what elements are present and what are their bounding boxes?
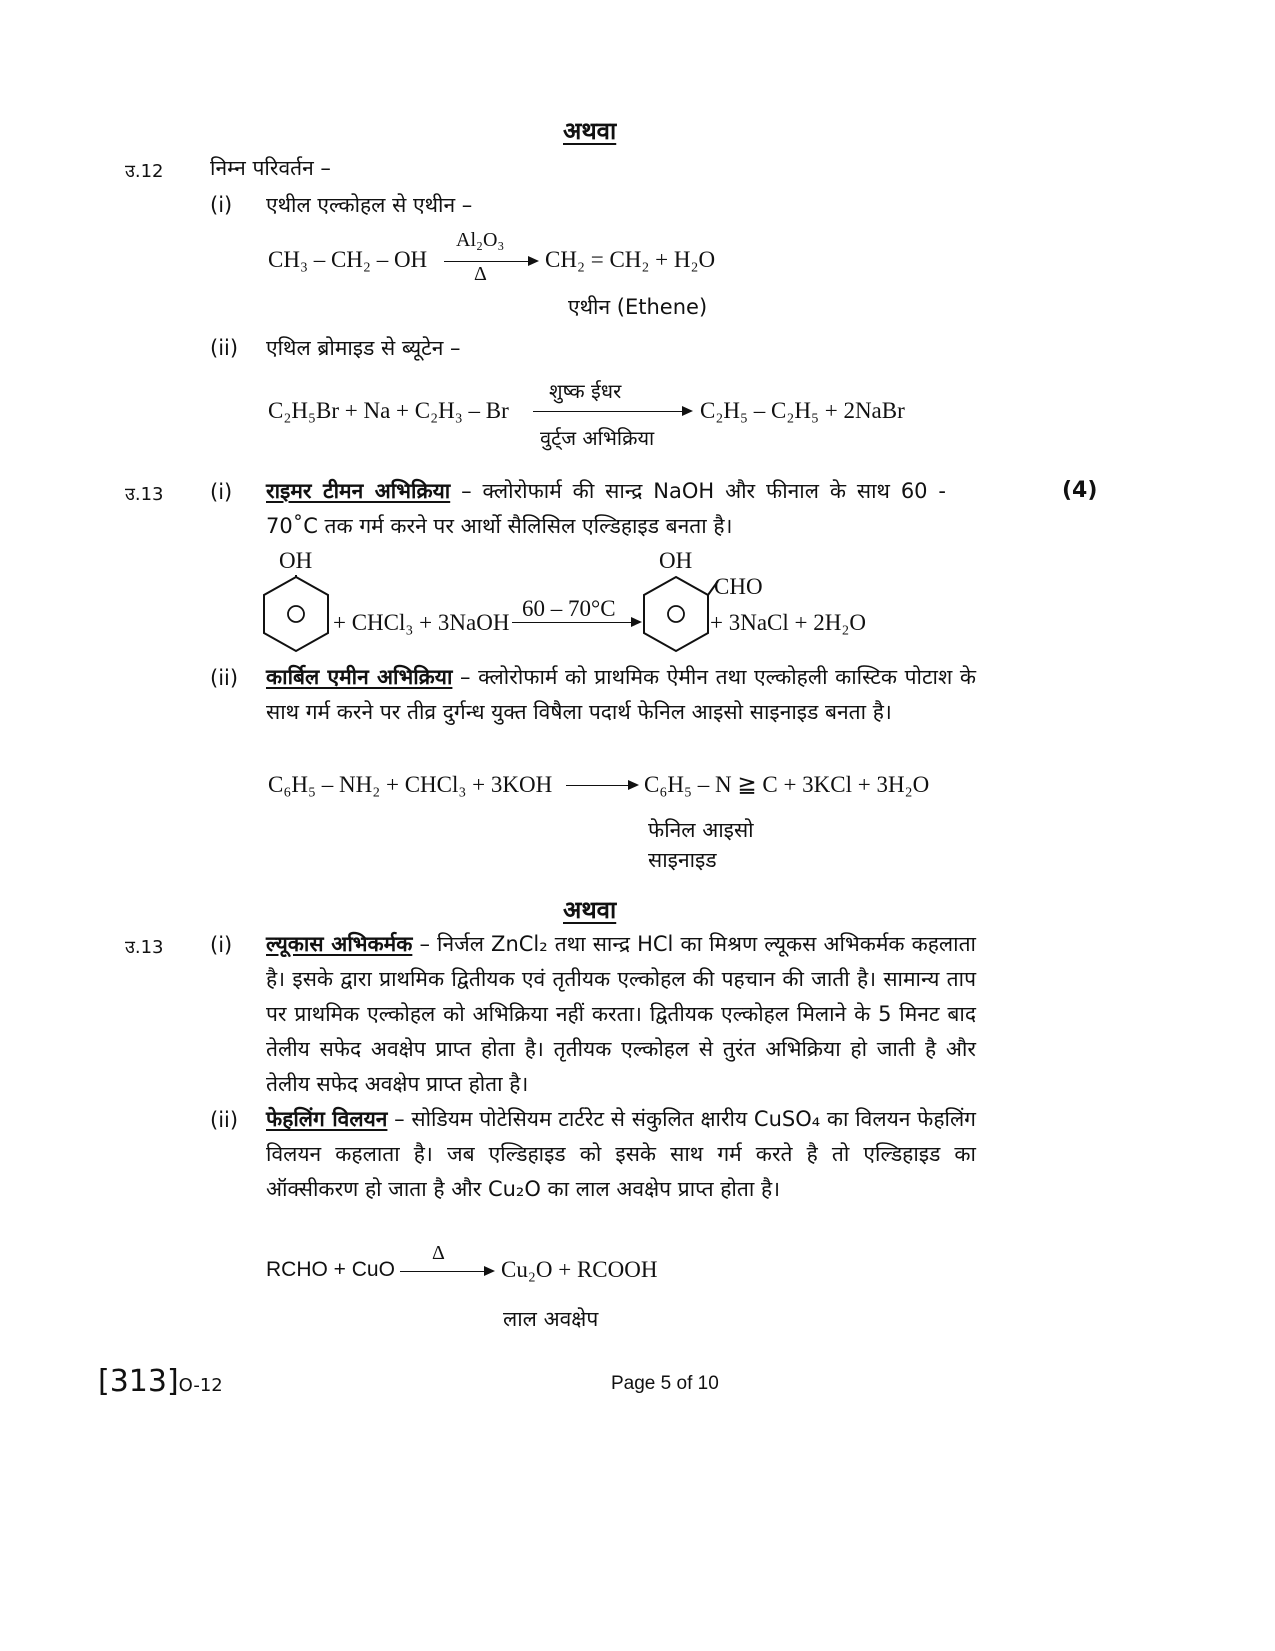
term-description: – सोडियम पोटेसियम टार्टरेट से संकुलित क्षारीय CuSO₄ का विलयन फेहलिंग विलयन कहलाता है। जब एल्डिहाइड को इसके साथ गर्म करते है तो एल्डिहाइड का ऑक्सीकरण हो जाता है और Cu₂O का लाल अवक्षेप प्राप्त होता है। bbox=[266, 1107, 977, 1201]
reaction-arrow bbox=[400, 1271, 492, 1272]
reaction-products: + 3NaCl + 2H₂O bbox=[710, 610, 866, 635]
subpart-text: एथील एल्कोहल से एथीन – bbox=[266, 193, 473, 217]
reaction-condition: वुर्ट्ज अभिक्रिया bbox=[540, 426, 655, 450]
reaction-arrow bbox=[444, 261, 536, 262]
reaction-product: Cu₂O + RCOOH bbox=[501, 1257, 658, 1282]
subpart-label: (i) bbox=[210, 933, 233, 957]
oh-group-label: OH bbox=[659, 548, 693, 573]
term-title: कार्बिल एमीन अभिक्रिया bbox=[266, 665, 453, 689]
reaction-reagent: शुष्क ईधर bbox=[549, 379, 622, 403]
product-name: फेनिल आइसो bbox=[648, 818, 754, 842]
subpart-text: एथिल ब्रोमाइड से ब्यूटेन – bbox=[266, 336, 461, 360]
subpart-paragraph bbox=[266, 660, 976, 730]
paper-code bbox=[98, 1364, 223, 1399]
benzene-ring-icon bbox=[260, 575, 332, 655]
marks-badge: (4) bbox=[1062, 478, 1098, 503]
reaction-arrow bbox=[512, 622, 639, 623]
reaction-reactant: RCHO + CuO bbox=[266, 1258, 395, 1281]
subpart-label: (ii) bbox=[210, 336, 239, 360]
question-title: निम्न परिवर्तन – bbox=[210, 156, 331, 180]
reaction-arrow bbox=[533, 411, 690, 412]
subpart-label: (ii) bbox=[210, 1108, 239, 1132]
reaction-product: CH₂ = CH₂ + H₂O bbox=[545, 247, 716, 272]
reaction-arrow bbox=[566, 785, 636, 786]
reaction-condition: 60 – 70°C bbox=[522, 596, 616, 621]
subpart-paragraph bbox=[266, 474, 946, 544]
subpart-label: (i) bbox=[210, 193, 233, 217]
term-title: ल्यूकास अभिकर्मक bbox=[266, 932, 413, 956]
term-title: राइमर टीमन अभिक्रिया bbox=[266, 479, 451, 503]
reaction-reagent: Al₂O₃ bbox=[456, 229, 505, 251]
question-number: उ.13 bbox=[125, 937, 164, 958]
term-description: – क्लोरोफार्म की सान्द्र NaOH और फीनाल के साथ 60 - 70˚C तक गर्म करने पर आर्थो सैलिसिल एल्डिहाइड बनता है। bbox=[266, 479, 946, 538]
subpart-label: (i) bbox=[210, 480, 233, 504]
reaction-reagents: + CHCl₃ + 3NaOH bbox=[333, 610, 510, 635]
question-number: उ.13 bbox=[125, 484, 164, 505]
reaction-product: C₂H₅ – C₂H₅ + 2NaBr bbox=[700, 398, 905, 423]
term-description: – निर्जल ZnCl₂ तथा सान्द्र HCl का मिश्रण ल्यूकस अभिकर्मक कहलाता है। इसके द्वारा प्राथमिक द्वितीयक एवं तृतीयक एल्कोहल की पहचान की जाती है। सामान्य ताप पर प्राथमिक एल्कोहल को अभिक्रिया नहीं करता। द्वितीयक एल्कोहल मिलाने के 5 मिनट बाद तेलीय सफेद अवक्षेप प्राप्त होता है। तृतीयक एल्कोहल से तुरंत अभिक्रिया हो जाती है और तेलीय सफेद अवक्षेप प्राप्त होता है। bbox=[266, 932, 976, 1096]
paper-code-main: [313] bbox=[98, 1364, 179, 1399]
subpart-label: (ii) bbox=[210, 666, 239, 690]
subpart-paragraph bbox=[266, 927, 976, 1102]
oh-group-label: OH bbox=[279, 548, 313, 573]
page-number: Page 5 of 10 bbox=[611, 1373, 719, 1394]
subpart-paragraph bbox=[266, 1102, 976, 1207]
reaction-reactant: C₂H₅Br + Na + C₂H₃ – Br bbox=[268, 398, 509, 423]
reaction-condition: Δ bbox=[474, 263, 487, 285]
reaction-reactant: CH₃ – CH₂ – OH bbox=[268, 247, 428, 272]
reaction-product: C₆H₅ – N ≧ C + 3KCl + 3H₂O bbox=[644, 772, 930, 797]
benzene-ring-icon bbox=[640, 575, 720, 655]
term-description: – क्लोरोफार्म को प्राथमिक ऐमीन तथा एल्कोहली कास्टिक पोटाश के साथ गर्म करने पर तीव्र दुर्गन्ध युक्त विषैला पदार्थ फेनिल आइसो साइनाइड बनता है। bbox=[266, 665, 976, 724]
product-name: लाल अवक्षेप bbox=[503, 1307, 599, 1331]
reaction-reactant: C₆H₅ – NH₂ + CHCl₃ + 3KOH bbox=[268, 772, 553, 797]
product-name: साइनाइड bbox=[648, 848, 717, 872]
product-name: एथीन (Ethene) bbox=[568, 295, 708, 319]
paper-code-suffix: O-12 bbox=[178, 1375, 223, 1396]
cho-group-label: CHO bbox=[714, 574, 763, 599]
section-heading-athva: अथवा bbox=[563, 117, 617, 145]
term-title: फेहलिंग विलयन bbox=[266, 1107, 388, 1131]
section-heading-athva: अथवा bbox=[563, 896, 617, 924]
question-number: उ.12 bbox=[125, 161, 164, 182]
reaction-condition: Δ bbox=[432, 1242, 445, 1264]
